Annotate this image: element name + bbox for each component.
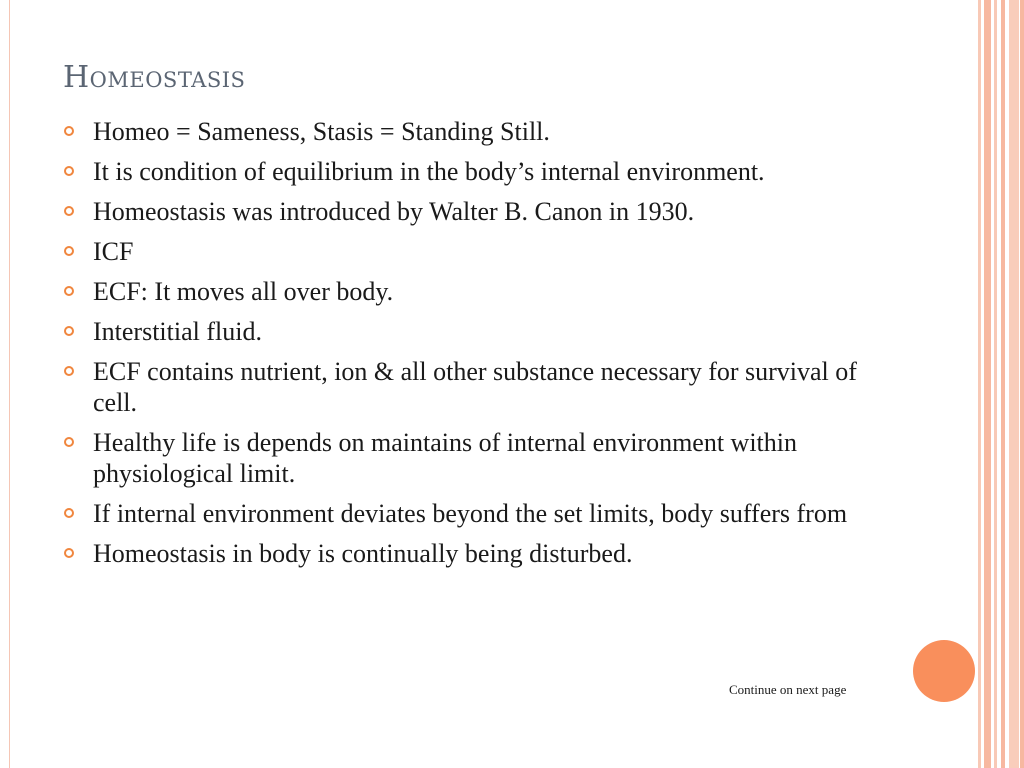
hollow-circle-bullet-icon — [64, 326, 74, 336]
bullet-item — [62, 196, 882, 227]
bullet-text: ECF: It moves all over body. — [93, 277, 394, 306]
bullet-text: Healthy life is depends on maintains of internal environment within physiological limit. — [93, 428, 798, 488]
bullet-text: If internal environment deviates beyond the set limits, body suffers from — [93, 499, 848, 528]
right-decorative-stripe — [994, 0, 997, 768]
hollow-circle-bullet-icon — [64, 508, 74, 518]
bullet-text: It is condition of equilibrium in the body’s internal environment. — [93, 157, 765, 186]
bullet-text: ICF — [93, 237, 134, 266]
bullet-item — [62, 356, 882, 418]
right-decorative-stripe — [984, 0, 991, 768]
continue-note: Continue on next page — [729, 682, 847, 697]
hollow-circle-bullet-icon — [64, 246, 74, 256]
hollow-circle-bullet-icon — [64, 166, 74, 176]
bullet-item — [62, 538, 882, 569]
bullet-text: Interstitial fluid. — [93, 317, 262, 346]
hollow-circle-bullet-icon — [64, 437, 74, 447]
bullet-item — [62, 236, 882, 267]
right-decorative-stripe — [1020, 0, 1024, 768]
right-decorative-stripe — [1001, 0, 1005, 768]
hollow-circle-bullet-icon — [64, 366, 74, 376]
bullet-text: Homeo = Sameness, Stasis = Standing Still. — [93, 117, 550, 146]
bullet-item — [62, 116, 882, 147]
hollow-circle-bullet-icon — [64, 286, 74, 296]
bullet-item — [62, 156, 882, 187]
bullet-item — [62, 316, 882, 347]
hollow-circle-bullet-icon — [64, 206, 74, 216]
bullet-text: Homeostasis was introduced by Walter B. Canon in 1930. — [93, 197, 695, 226]
bullet-item — [62, 498, 882, 529]
hollow-circle-bullet-icon — [64, 548, 74, 558]
bullet-text: ECF contains nutrient, ion & all other substance necessary for survival of cell. — [93, 357, 857, 417]
left-border-rule — [9, 0, 10, 768]
bullet-item — [62, 276, 882, 307]
bullet-list — [62, 116, 882, 578]
hollow-circle-bullet-icon — [64, 126, 74, 136]
orange-circle-icon — [913, 640, 975, 702]
right-decorative-stripe — [978, 0, 981, 768]
slide-title: Homeostasis — [63, 60, 246, 95]
bullet-item — [62, 427, 882, 489]
right-decorative-stripe — [1009, 0, 1019, 768]
bullet-text: Homeostasis in body is continually being disturbed. — [93, 539, 633, 568]
